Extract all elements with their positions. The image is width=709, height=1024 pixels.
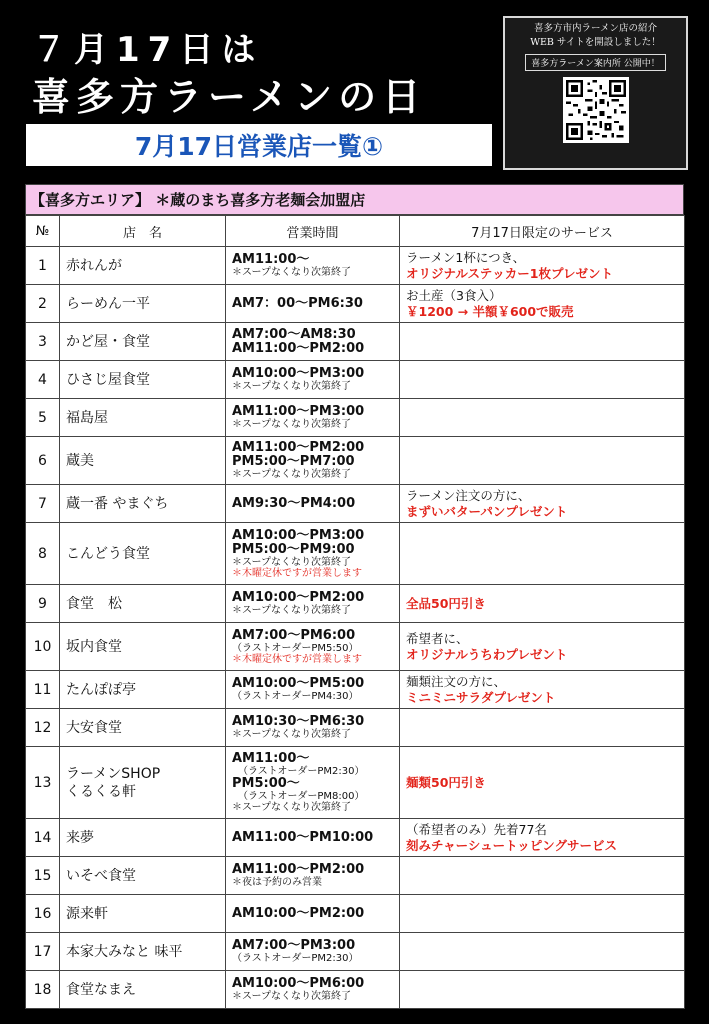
hours-cell — [226, 971, 400, 1009]
shop-name: らーめん一平 — [66, 295, 150, 312]
shop-name-cell — [60, 285, 226, 323]
shop-name-cell — [60, 399, 226, 437]
row-number: 18 — [26, 971, 60, 1009]
service-cell — [400, 399, 685, 437]
shop-name-cell — [60, 523, 226, 585]
hours-text: AM11:00～ — [232, 252, 310, 267]
hours-cell — [226, 437, 400, 485]
table-row — [26, 585, 685, 623]
last-order-note: （ラストオーダーPM8:00） — [238, 791, 365, 802]
hours-note: ＊スープなくなり次第終了 — [232, 605, 351, 616]
service-cell — [400, 857, 685, 895]
row-number: 13 — [26, 747, 60, 819]
hours-cell — [226, 285, 400, 323]
promo-line-1: 喜多方市内ラーメン店の紹介 — [533, 23, 658, 34]
shop-name-cell — [60, 323, 226, 361]
service-cell — [400, 523, 685, 585]
shop-table — [25, 215, 685, 1009]
shop-name: ラーメンSHOP — [66, 765, 161, 782]
table-row — [26, 857, 685, 895]
service-cell — [400, 361, 685, 399]
hours-note-highlight: ＊木曜定休ですが営業します — [232, 567, 362, 579]
table-row — [26, 747, 685, 819]
row-number: 9 — [26, 585, 60, 623]
shop-name-cell — [60, 933, 226, 971]
hours-text: PM5:00～PM9:00 — [232, 541, 355, 557]
shop-name-cell — [60, 709, 226, 747]
row-number: 14 — [26, 819, 60, 857]
shop-name-cell — [60, 819, 226, 857]
hours-cell — [226, 623, 400, 671]
service-cell — [400, 437, 685, 485]
table-row — [26, 623, 685, 671]
shop-name-cell — [60, 585, 226, 623]
hours-cell — [226, 361, 400, 399]
column-header-service: 7月17日限定のサービス — [400, 216, 685, 247]
hours-note: ＊スープなくなり次第終了 — [232, 729, 351, 740]
hours-note: ＊スープなくなり次第終了 — [232, 556, 351, 568]
shop-name-cell — [60, 437, 226, 485]
shop-name: 源来軒 — [66, 905, 108, 922]
hours-text: AM11:00～PM3:00 — [232, 404, 365, 419]
shop-name-cell — [60, 361, 226, 399]
shop-name-cell — [60, 247, 226, 285]
shop-name: 食堂なまえ — [66, 981, 136, 998]
service-cell — [400, 585, 685, 623]
table-row — [26, 709, 685, 747]
hours-text: PM5:00～PM7:00 — [232, 454, 355, 469]
subtitle: 7月17日営業店一覧① — [134, 132, 384, 161]
hours-cell — [226, 709, 400, 747]
service-highlight: 麺類50円引き — [406, 774, 486, 790]
hours-cell — [226, 523, 400, 585]
shop-name: かど屋・食堂 — [66, 333, 150, 350]
shop-name: 大安食堂 — [66, 719, 122, 736]
hours-cell — [226, 747, 400, 819]
service-text: お土産（3食入） — [406, 287, 502, 303]
promo-badge: 喜多方ラーメン案内所 公開中！ — [525, 54, 665, 71]
hours-note: ＊スープなくなり次第終了 — [232, 469, 351, 480]
shop-name: いそべ食堂 — [66, 867, 136, 884]
service-cell — [400, 895, 685, 933]
shop-name: 福島屋 — [66, 409, 108, 426]
service-cell — [400, 623, 685, 671]
shop-name: たんぽぽ亭 — [66, 681, 136, 698]
hours-text: AM11:00～PM2:00 — [232, 440, 365, 455]
hours-text: AM10:00～PM2:00 — [232, 590, 365, 605]
service-text: ラーメン注文の方に、 — [406, 487, 531, 503]
hours-note: ＊スープなくなり次第終了 — [232, 802, 351, 813]
row-number: 8 — [26, 523, 60, 585]
shop-name-cell — [60, 623, 226, 671]
row-number: 1 — [26, 247, 60, 285]
shop-name: 来夢 — [66, 829, 94, 846]
hours-cell — [226, 399, 400, 437]
service-text: （希望者のみ）先着77名 — [406, 821, 547, 837]
service-text: ラーメン1杯につき、 — [406, 249, 526, 265]
table-row — [26, 323, 685, 361]
hours-cell — [226, 485, 400, 523]
shop-name: 本家大みなと 味平 — [66, 943, 183, 960]
row-number: 6 — [26, 437, 60, 485]
hours-text: AM9:30～PM4:00 — [232, 495, 356, 511]
hours-cell — [226, 323, 400, 361]
service-cell — [400, 747, 685, 819]
table-row — [26, 523, 685, 585]
promo-line-2: WEB サイトを開設しました！ — [530, 37, 661, 48]
hours-cell — [226, 933, 400, 971]
qr-code-icon[interactable] — [563, 77, 629, 143]
row-number: 11 — [26, 671, 60, 709]
service-highlight: オリジナルステッカー1枚プレゼント — [406, 265, 613, 281]
hours-text: AM10:30～PM6:30 — [232, 714, 365, 729]
service-cell — [400, 819, 685, 857]
page-title-line1: ７月17日は — [32, 30, 264, 70]
page-title-line2: 喜多方ラーメンの日 — [32, 75, 427, 119]
service-cell — [400, 671, 685, 709]
hours-text: AM11:00～PM2:00 — [232, 862, 365, 877]
table-row — [26, 285, 685, 323]
shop-name: こんどう食堂 — [66, 545, 150, 562]
shop-name-cell — [60, 895, 226, 933]
row-number: 5 — [26, 399, 60, 437]
hours-cell — [226, 585, 400, 623]
shop-name: 坂内食堂 — [66, 638, 122, 655]
row-number: 7 — [26, 485, 60, 523]
table-row — [26, 819, 685, 857]
service-highlight: ￥1200 → 半額￥600で販売 — [406, 303, 574, 319]
hours-note: （ラストオーダーPM2:30） — [232, 953, 359, 964]
service-highlight: 全品50円引き — [406, 595, 486, 611]
shop-name-cell — [60, 485, 226, 523]
hours-text: PM5:00～ — [232, 776, 300, 791]
shop-list-table — [25, 184, 684, 1009]
service-highlight: ミニミニサラダプレゼント — [406, 689, 556, 705]
hours-cell — [226, 247, 400, 285]
shop-name: くるくる軒 — [66, 783, 136, 800]
hours-text: AM7:00～PM3:00 — [232, 938, 356, 953]
service-cell — [400, 971, 685, 1009]
shop-name-cell — [60, 671, 226, 709]
table-row — [26, 971, 685, 1009]
service-cell — [400, 285, 685, 323]
shop-name: 蔵一番 やまぐち — [66, 495, 169, 512]
row-number: 15 — [26, 857, 60, 895]
row-number: 3 — [26, 323, 60, 361]
subtitle-box — [26, 124, 492, 166]
hours-note: ＊スープなくなり次第終了 — [232, 419, 351, 430]
hours-cell — [226, 857, 400, 895]
area-header: 【喜多方エリア】 ＊蔵のまち喜多方老麺会加盟店 — [25, 184, 684, 215]
table-row — [26, 933, 685, 971]
website-promo-box — [503, 16, 688, 170]
service-cell — [400, 323, 685, 361]
hours-text: AM7：00～PM6:30 — [232, 295, 363, 311]
service-text: 希望者に、 — [406, 630, 469, 646]
shop-name: 食堂 松 — [66, 595, 122, 612]
hours-text: AM10:00～PM2:00 — [232, 905, 365, 921]
shop-name-cell — [60, 747, 226, 819]
table-row — [26, 895, 685, 933]
hours-text: AM11:00～ — [232, 751, 310, 766]
service-highlight: オリジナルうちわプレゼント — [406, 646, 568, 662]
service-cell — [400, 247, 685, 285]
hours-note: （ラストオーダーPM5:50） — [232, 642, 359, 654]
table-row — [26, 247, 685, 285]
service-cell — [400, 485, 685, 523]
service-cell — [400, 709, 685, 747]
hours-note: ＊スープなくなり次第終了 — [232, 381, 351, 392]
hours-cell — [226, 671, 400, 709]
hours-note: ＊夜は予約のみ営業 — [232, 877, 322, 888]
hours-text: AM10:00～PM6:00 — [232, 976, 365, 991]
service-highlight: まずいバターパンプレゼント — [406, 503, 568, 519]
service-highlight: 刻みチャーシュートッピングサービス — [406, 837, 618, 853]
hours-text: AM7:00～AM8:30 — [232, 326, 356, 342]
table-row — [26, 437, 685, 485]
service-text: 麺類注文の方に、 — [406, 673, 507, 689]
row-number: 12 — [26, 709, 60, 747]
hours-note: ＊スープなくなり次第終了 — [232, 267, 351, 278]
column-header-no: № — [26, 216, 60, 247]
row-number: 16 — [26, 895, 60, 933]
table-row — [26, 671, 685, 709]
hours-text: AM11:00～PM2:00 — [232, 340, 365, 356]
shop-name: 赤れんが — [66, 257, 122, 274]
row-number: 4 — [26, 361, 60, 399]
hours-cell — [226, 895, 400, 933]
row-number: 2 — [26, 285, 60, 323]
column-header-name: 店 名 — [60, 216, 226, 247]
shop-name: ひさじ屋食堂 — [66, 371, 150, 388]
service-cell — [400, 933, 685, 971]
table-header-row — [26, 216, 685, 247]
hours-note: （ラストオーダーPM4:30） — [232, 691, 359, 702]
hours-text: AM10:00～PM3:00 — [232, 366, 365, 381]
column-header-hours: 営業時間 — [226, 216, 400, 247]
table-row — [26, 399, 685, 437]
hours-cell — [226, 819, 400, 857]
hours-text: AM10:00～PM5:00 — [232, 676, 365, 691]
hours-note-highlight: ＊木曜定休ですが営業します — [232, 653, 362, 665]
row-number: 17 — [26, 933, 60, 971]
hours-text: AM7:00～PM6:00 — [232, 627, 356, 643]
hours-text: AM10:00～PM3:00 — [232, 527, 365, 543]
last-order-note: （ラストオーダーPM2:30） — [238, 766, 365, 777]
table-row — [26, 361, 685, 399]
shop-name: 蔵美 — [66, 452, 94, 469]
shop-name-cell — [60, 857, 226, 895]
hours-note: ＊スープなくなり次第終了 — [232, 991, 351, 1002]
row-number: 10 — [26, 623, 60, 671]
shop-name-cell — [60, 971, 226, 1009]
hours-text: AM11:00～PM10:00 — [232, 829, 374, 845]
table-row — [26, 485, 685, 523]
